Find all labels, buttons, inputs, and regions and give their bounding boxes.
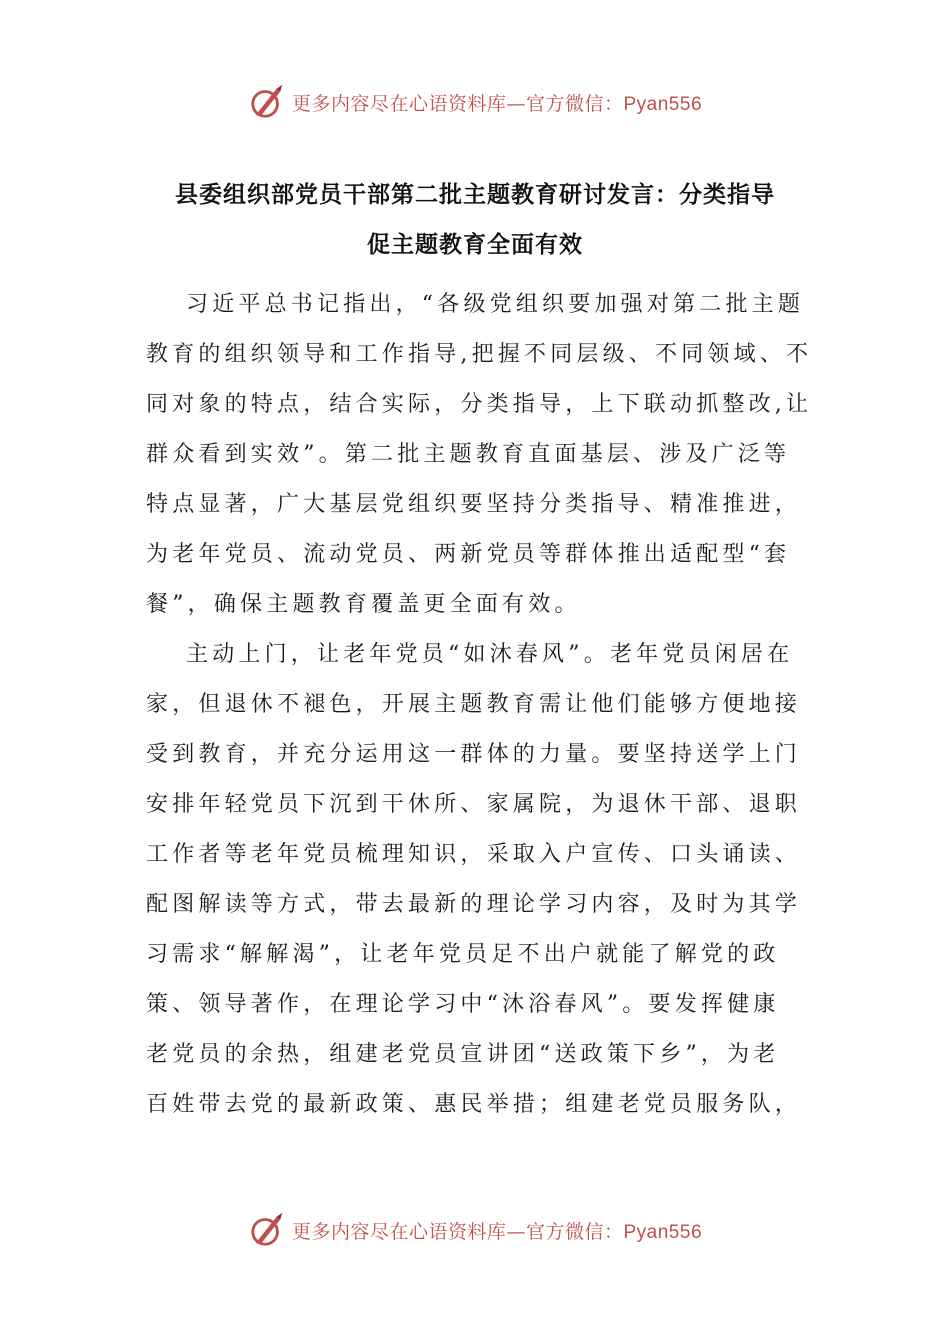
text-line: 配图解读等方式，带去最新的理论学习内容，及时为其学 — [146, 892, 802, 917]
text-line: 餐”，确保主题教育覆盖更全面有效。 — [146, 592, 581, 617]
title-line: 促主题教育全面有效 — [367, 232, 583, 258]
text-line: 为老年党员、流动党员、两新党员等群体推出适配型“套 — [146, 542, 791, 567]
text-line: 工作者等老年党员梳理知识，采取入户宣传、口头诵读、 — [146, 842, 802, 867]
text-line: 老党员的余热，组建老党员宣讲团“送政策下乡”，为老 — [146, 1042, 780, 1067]
document-body — [146, 280, 813, 1130]
watermark-handle: Pyan556 — [623, 93, 703, 115]
text-line: 群众看到实效”。第二批主题教育直面基层、涉及广泛等 — [146, 442, 791, 467]
text-line: 教育的组织领导和工作指导,把握不同层级、不同领域、不 — [146, 342, 813, 367]
watermark-text: 更多内容尽在心语资料库—官方微信：Pyan556 — [291, 1220, 703, 1243]
text-line: 家，但退休不褪色，开展主题教育需让他们能够方便地接 — [146, 692, 802, 717]
title-line: 县委组织部党员干部第二批主题教育研讨发言：分类指导 — [175, 182, 775, 208]
text-line: 同对象的特点，结合实际，分类指导，上下联动抓整改,让 — [146, 392, 813, 417]
text-line: 主动上门，让老年党员“如沐春风”。老年党员闲居在 — [186, 642, 794, 667]
watermark-banner-top — [0, 80, 950, 124]
quill-logo-icon — [248, 1211, 286, 1249]
text-line: 百姓带去党的最新政策、惠民举措；组建老党员服务队， — [146, 1092, 802, 1117]
document-title — [140, 170, 810, 270]
watermark-text: 更多内容尽在心语资料库—官方微信：Pyan556 — [291, 92, 703, 115]
text-line: 策、领导著作，在理论学习中“沐浴春风”。要发挥健康 — [146, 992, 780, 1017]
text-line: 习近平总书记指出，“各级党组织要加强对第二批主题 — [186, 292, 805, 317]
watermark-banner-bottom — [0, 1208, 950, 1252]
paragraph-2 — [146, 630, 806, 1130]
watermark-handle: Pyan556 — [623, 1221, 703, 1243]
text-line: 受到教育，并充分运用这一群体的力量。要坚持送学上门 — [146, 742, 802, 767]
quill-logo-icon — [248, 83, 286, 121]
paragraph-1 — [146, 280, 813, 630]
text-line: 习需求“解解渴”，让老年党员足不出户就能了解党的政 — [146, 942, 780, 967]
text-line: 安排年轻党员下沉到干休所、家属院，为退休干部、退职 — [146, 792, 802, 817]
text-line: 特点显著，广大基层党组织要坚持分类指导、精准推进， — [146, 492, 802, 517]
